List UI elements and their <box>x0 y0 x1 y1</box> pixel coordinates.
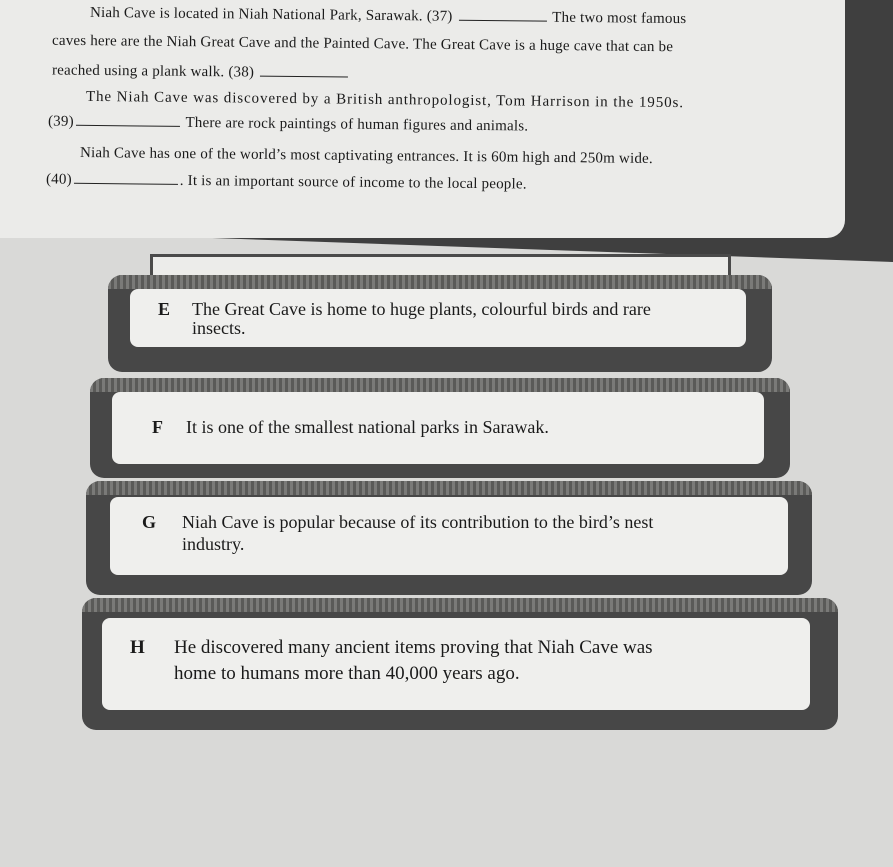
passage-panel <box>0 0 845 238</box>
option-h-letter: H <box>130 637 145 658</box>
option-f-text: It is one of the smallest national parks in Sarawak. <box>186 417 549 437</box>
passage-line-3 <box>52 58 350 85</box>
option-e-text: The Great Cave is home to huge plants, colourful birds and rare <box>192 299 651 319</box>
passage-line-7-after: . It is an important source of income to the local people. <box>179 172 527 193</box>
option-g-card <box>110 497 788 575</box>
passage-line-1-after: The two most famous <box>552 9 687 28</box>
blank-37 <box>458 8 546 22</box>
passage-line-1 <box>90 1 687 31</box>
passage-line-5 <box>48 109 528 138</box>
option-g-line-2: industry. <box>182 534 245 554</box>
question-39-number: (39) <box>47 113 74 130</box>
option-g-text: Niah Cave is popular because of its contribution to the bird’s nest <box>182 512 654 532</box>
option-g-letter: G <box>142 512 157 532</box>
blank-40 <box>74 171 178 185</box>
passage-line-7 <box>46 167 527 196</box>
passage-line-2: caves here are the Niah Great Cave and the Painted Cave. The Great Cave is a huge cave that can be <box>51 32 674 56</box>
option-h-line-2: home to humans more than 40,000 years ago. <box>174 663 520 684</box>
blank-38 <box>260 64 348 78</box>
option-e-line-2: insects. <box>192 318 246 338</box>
passage-line-4: The Niah Cave was discovered by a British anthropologist, Tom Harrison in the 1950s. <box>85 88 685 112</box>
question-40-number: (40) <box>45 171 72 188</box>
option-g-line-1 <box>142 511 653 534</box>
option-h-line-1 <box>130 636 653 659</box>
passage-line-6: Niah Cave has one of the world’s most captivating entrances. It is 60m high and 250m wide. <box>79 145 653 167</box>
option-e-card <box>130 289 746 347</box>
passage-line-5-after: There are rock paintings of human figures and animals. <box>185 114 529 135</box>
option-f-letter: F <box>152 417 163 437</box>
option-h-text: He discovered many ancient items proving that Niah Cave was <box>174 637 653 658</box>
option-f-card <box>112 392 764 464</box>
passage-line-1-text: Niah Cave is located in Niah National Park, Sarawak. (37) <box>89 4 453 25</box>
blank-39 <box>76 113 180 127</box>
option-h-card <box>102 618 810 710</box>
passage-line-3-text: reached using a plank walk. (38) <box>51 62 255 81</box>
option-e-letter: E <box>158 299 171 319</box>
option-f-line-1 <box>152 416 549 439</box>
